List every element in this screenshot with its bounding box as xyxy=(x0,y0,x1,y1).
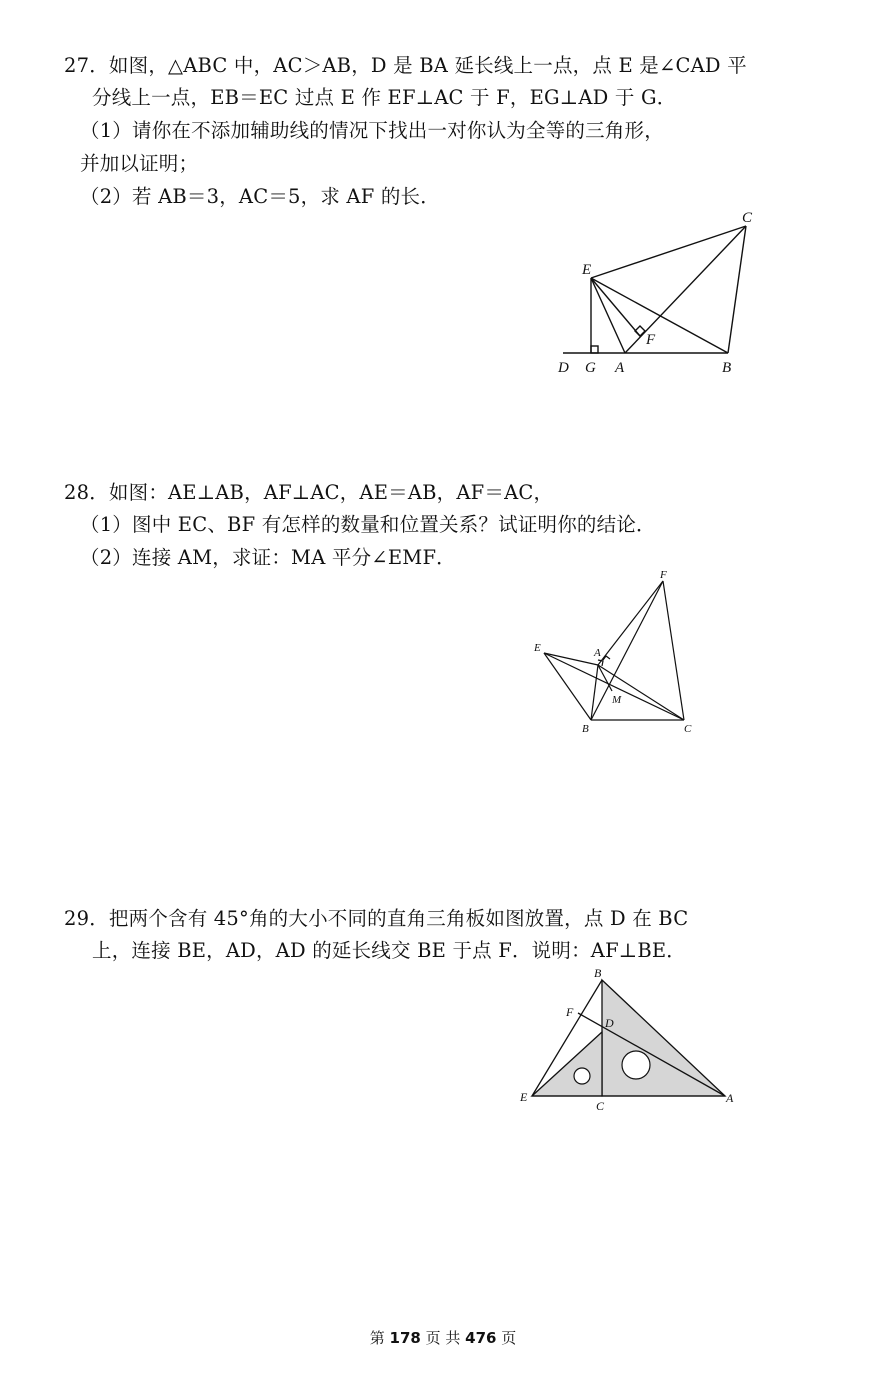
problem-27-line-3: （1）请你在不添加辅助线的情况下找出一对你认为全等的三角形， xyxy=(80,119,664,142)
fig29-label-f: F xyxy=(566,1005,574,1019)
footer-middle: 页 共 xyxy=(425,1329,461,1347)
fig29-label-a: A xyxy=(726,1091,734,1105)
fig28-label-e: E xyxy=(534,642,541,654)
fig27-label-a: A xyxy=(615,360,625,375)
problem-29-line-2: 上，连接 BE，AD，AD 的延长线交 BE 于点 F．说明：AF⊥BE． xyxy=(92,939,686,962)
fig27-label-f: F xyxy=(646,332,656,348)
fig29-label-e: E xyxy=(520,1090,528,1104)
problem-29-line-1: 29．把两个含有 45°角的大小不同的直角三角板如图放置，点 D 在 BC xyxy=(64,907,689,930)
problem-28-figure xyxy=(527,566,702,736)
fig27-label-d: D xyxy=(558,360,569,375)
fig29-label-d: D xyxy=(605,1016,614,1030)
problem-28-line-3: （2）连接 AM，求证：MA 平分∠EMF． xyxy=(80,546,456,569)
problem-27-figure xyxy=(555,210,775,375)
footer-page-number: 178 xyxy=(389,1329,421,1347)
fig28-label-a: A xyxy=(594,647,601,659)
problem-27-line-5: （2）若 AB＝3，AC＝5，求 AF 的长． xyxy=(80,185,440,208)
footer-suffix: 页 xyxy=(501,1329,517,1347)
footer-prefix: 第 xyxy=(369,1329,385,1347)
problem-27-line-1: 27．如图，△ABC 中，AC＞AB，D 是 BA 延长线上一点，点 E 是∠CAD 平 xyxy=(64,54,747,77)
fig28-label-c: C xyxy=(684,723,692,735)
fig28-label-f: F xyxy=(660,569,667,581)
problem-27-line-4: 并加以证明； xyxy=(80,152,199,175)
problem-28-line-1: 28．如图：AE⊥AB，AF⊥AC，AE＝AB，AF＝AC， xyxy=(64,481,554,504)
fig27-label-g: G xyxy=(585,360,596,375)
fig28-label-m: M xyxy=(612,694,622,706)
fig27-label-e: E xyxy=(582,262,592,278)
problem-29-figure xyxy=(515,962,740,1112)
problem-28-line-2: （1）图中 EC、BF 有怎样的数量和位置关系？试证明你的结论． xyxy=(80,513,656,536)
footer-total-pages: 476 xyxy=(465,1329,497,1347)
fig27-label-b: B xyxy=(722,360,732,375)
fig28-label-b: B xyxy=(582,723,589,735)
fig29-label-b: B xyxy=(594,966,602,980)
page-footer xyxy=(0,1327,886,1348)
fig29-label-c: C xyxy=(596,1099,605,1112)
fig27-label-c: C xyxy=(742,210,753,226)
problem-27-line-2: 分线上一点，EB＝EC 过点 E 作 EF⊥AC 于 F，EG⊥AD 于 G． xyxy=(92,86,677,109)
